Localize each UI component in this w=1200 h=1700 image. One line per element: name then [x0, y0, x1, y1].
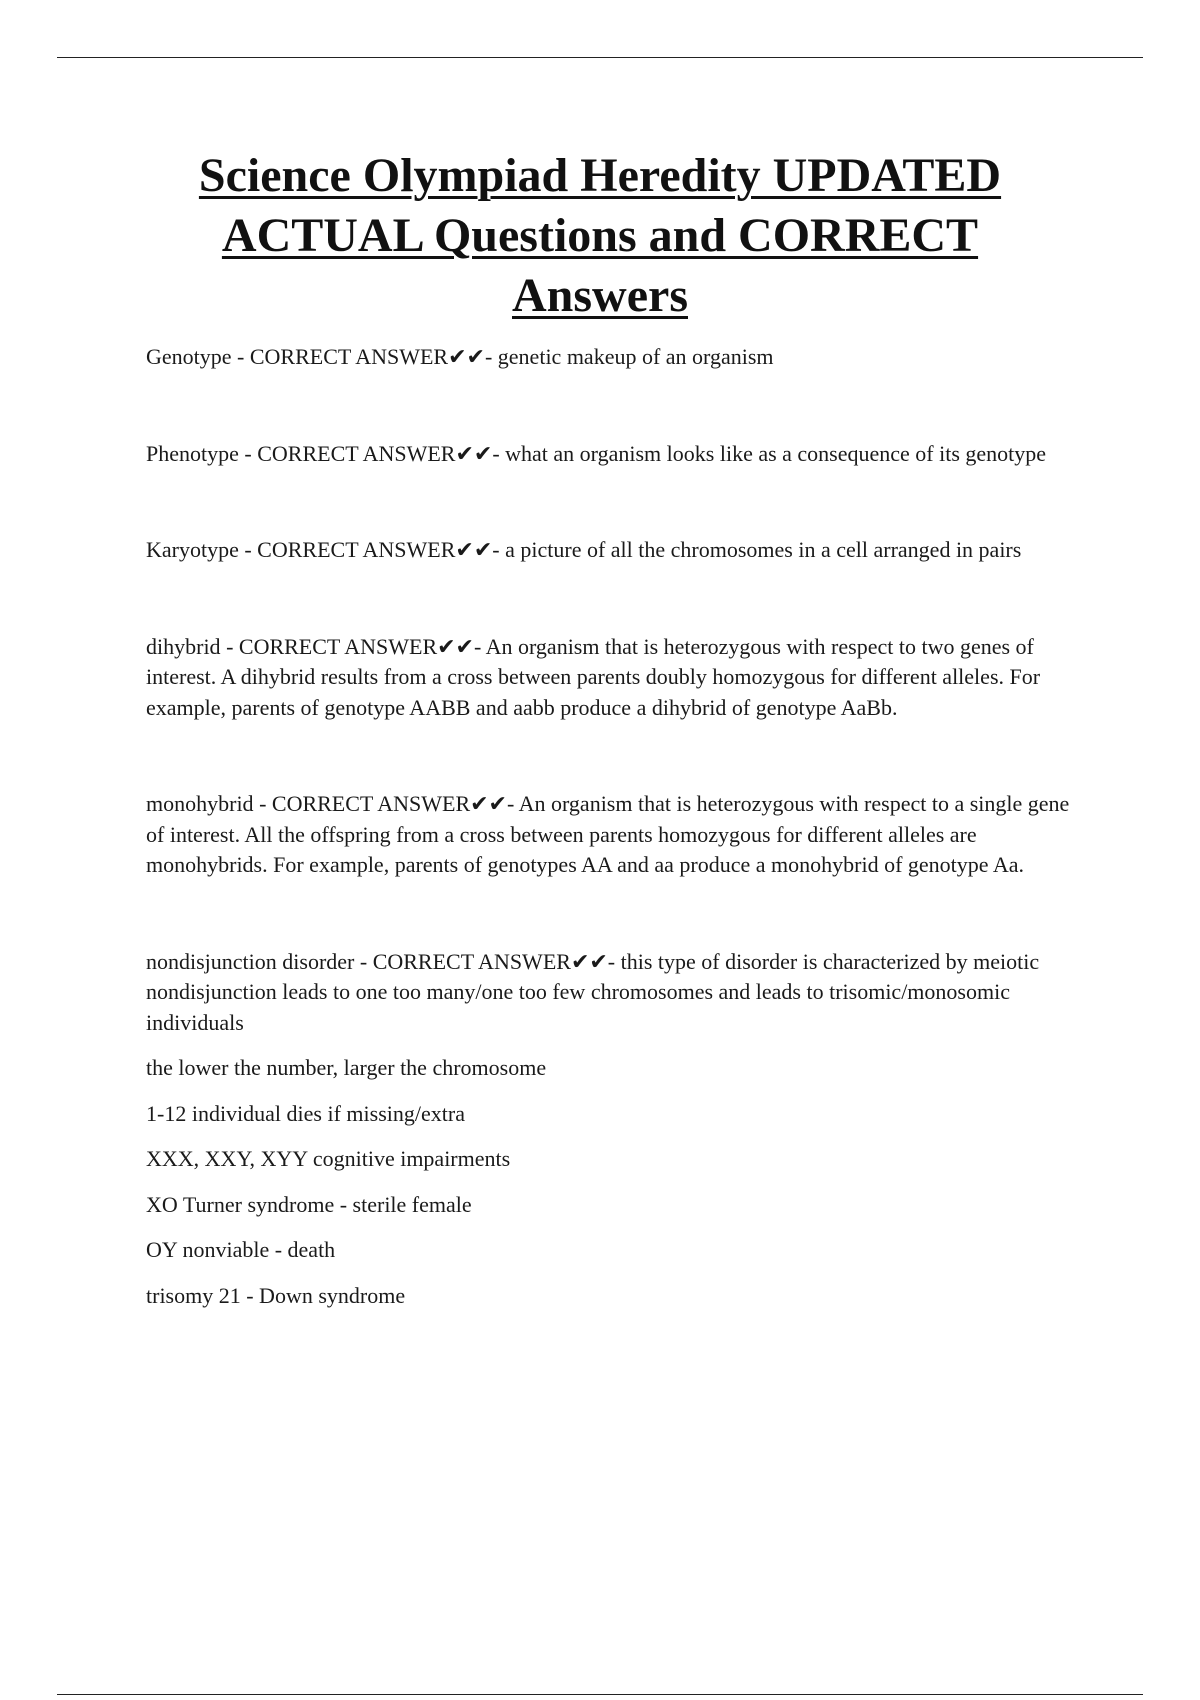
entry-term: monohybrid — [146, 791, 254, 816]
note-line: OY nonviable - death — [146, 1237, 336, 1262]
note-line: the lower the number, larger the chromosome — [146, 1055, 547, 1080]
entry-nondisjunction-disorder — [146, 947, 1076, 1039]
note-line: 1-12 individual dies if missing/extra — [146, 1100, 465, 1126]
answer-marker: - CORRECT ANSWER✔✔- — [220, 633, 486, 659]
entry-definition: An organism that is heterozygous with respect to two genes of interest. A dihybrid results from a cross between parents doubly homozygous for different alleles. For example, parents of genotype AABB and aabb produce a dihybrid of genotype AaBb. — [146, 633, 1041, 720]
document-body — [146, 342, 1076, 1326]
entry-genotype — [146, 342, 1076, 373]
entry-monohybrid — [146, 789, 1076, 881]
entry-term: Phenotype — [146, 440, 239, 466]
answer-marker: - CORRECT ANSWER✔✔- — [238, 537, 506, 562]
document-title: Science Olympiad Heredity UPDATED ACTUAL Questions and CORRECT Answers — [198, 149, 1002, 322]
note-line: trisomy 21 - Down syndrome — [146, 1282, 406, 1308]
entry-definition: An organism that is heterozygous with respect to a single gene of interest. All the offspring from a cross between parents homozygous for different alleles are monohybrids. For example, parents of genotypes AA and aa produce a monohybrid of genotype Aa. — [146, 791, 1070, 877]
entry-term: Karyotype — [146, 537, 239, 562]
answer-marker: - CORRECT ANSWER✔✔- — [238, 440, 506, 466]
entry-term: dihybrid — [146, 633, 221, 659]
note-line: XXX, XXY, XYY cognitive impairments — [146, 1146, 511, 1171]
answer-marker: - CORRECT ANSWER✔✔- — [354, 948, 621, 974]
entry-definition: a picture of all the chromosomes in a cell arranged in pairs — [505, 537, 1022, 562]
entry-definition: what an organism looks like as a consequence of its genotype — [505, 440, 1047, 466]
bottom-rule — [57, 1694, 1143, 1695]
top-rule — [57, 57, 1143, 58]
entry-definition: this type of disorder is characterized by meiotic nondisjunction leads to one too many/one too few chromosomes and leads to trisomic/monosomic individuals — [146, 948, 1040, 1035]
note-line: XO Turner syndrome - sterile female — [146, 1191, 472, 1217]
entry-definition: genetic makeup of an organism — [497, 344, 774, 369]
answer-marker: - CORRECT ANSWER✔✔- — [253, 791, 519, 816]
entry-karyotype — [146, 535, 1076, 566]
entry-term: nondisjunction disorder — [146, 948, 355, 974]
entry-term: Genotype — [146, 344, 232, 369]
entry-phenotype — [146, 439, 1076, 470]
answer-marker: - CORRECT ANSWER✔✔- — [231, 344, 498, 369]
entry-dihybrid — [146, 632, 1076, 724]
